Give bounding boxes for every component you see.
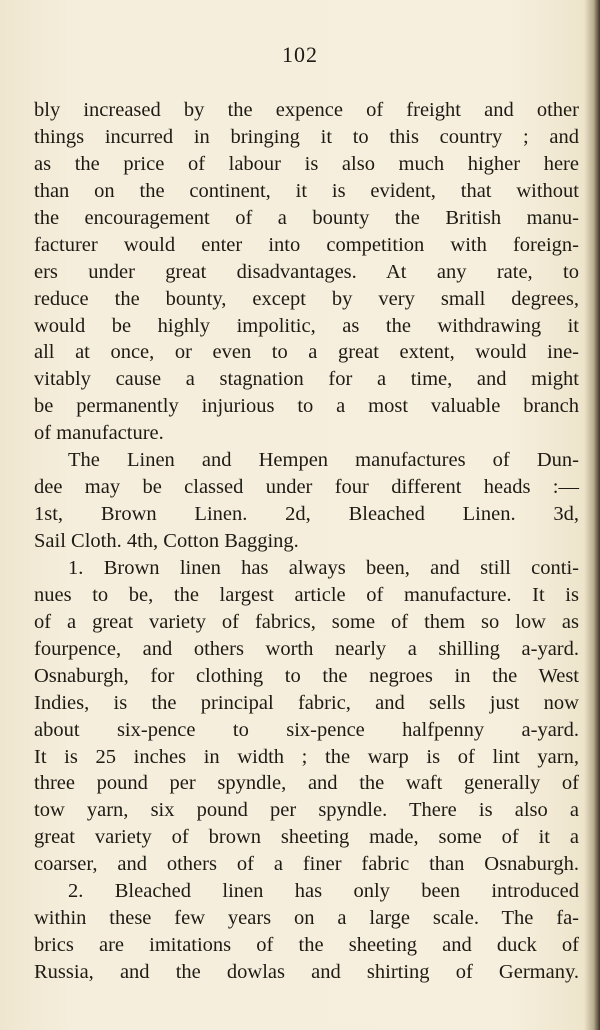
text-line: Indies, is the principal fabric, and sells just now xyxy=(34,691,579,714)
text-line: brics are imitations of the sheeting and duck of xyxy=(34,934,579,957)
text-line: tow yarn, six pound per spyndle. There is also a xyxy=(34,799,579,822)
text-line: 1st, Brown Linen. 2d, Bleached Linen. 3d, xyxy=(34,503,579,526)
text-line: of manufacture. xyxy=(34,422,164,445)
text-line: It is 25 inches in width ; the warp is of lint yarn, xyxy=(34,745,579,768)
text-line: would be highly impolitic, as the withdrawing it xyxy=(34,314,579,337)
body-text xyxy=(34,97,579,986)
text-line: fourpence, and others worth nearly a shilling a-yard. xyxy=(34,637,579,660)
text-line: bly increased by the expence of freight and other xyxy=(34,99,579,121)
text-line: Sail Cloth. 4th, Cotton Bagging. xyxy=(34,530,299,552)
text-line: coarser, and others of a finer fabric than Osnaburgh. xyxy=(34,853,579,876)
text-line: the encouragement of a bounty the British manu- xyxy=(34,206,579,229)
text-line: be permanently injurious to a most valuable branch xyxy=(34,395,579,418)
text-line: 1. Brown linen has always been, and still conti- xyxy=(68,556,579,579)
text-line: things incurred in bringing it to this country ; and xyxy=(34,125,579,148)
text-line: about six-pence to six-pence halfpenny a-yard. xyxy=(34,718,579,741)
text-line: within these few years on a large scale. The fa- xyxy=(34,907,579,930)
text-line: dee may be classed under four different heads :— xyxy=(34,476,579,499)
text-line: great variety of brown sheeting made, some of it a xyxy=(34,826,579,849)
text-line: The Linen and Hempen manufactures of Dun- xyxy=(68,449,579,472)
text-line: three pound per spyndle, and the waft generally of xyxy=(34,772,579,795)
text-line: ers under great disadvantages. At any rate, to xyxy=(34,260,579,283)
text-line: nues to be, the largest article of manufacture. It is xyxy=(34,583,579,606)
text-line: all at once, or even to a great extent, would ine- xyxy=(34,341,579,364)
text-line: Russia, and the dowlas and shirting of Germany. xyxy=(34,961,579,983)
text-line: than on the continent, it is evident, that without xyxy=(34,179,579,202)
text-line: as the price of labour is also much higher here xyxy=(34,152,579,175)
text-line: vitably cause a stagnation for a time, and might xyxy=(34,368,579,391)
text-line: facturer would enter into competition with foreign- xyxy=(34,233,579,256)
text-line: reduce the bounty, except by very small degrees, xyxy=(34,287,579,310)
text-line: of a great variety of fabrics, some of them so low as xyxy=(34,610,579,633)
page-edge xyxy=(584,0,600,1030)
text-line: Osnaburgh, for clothing to the negroes in the West xyxy=(34,664,579,687)
text-line: 2. Bleached linen has only been introduced xyxy=(68,880,579,903)
page-number: 102 xyxy=(282,42,318,67)
